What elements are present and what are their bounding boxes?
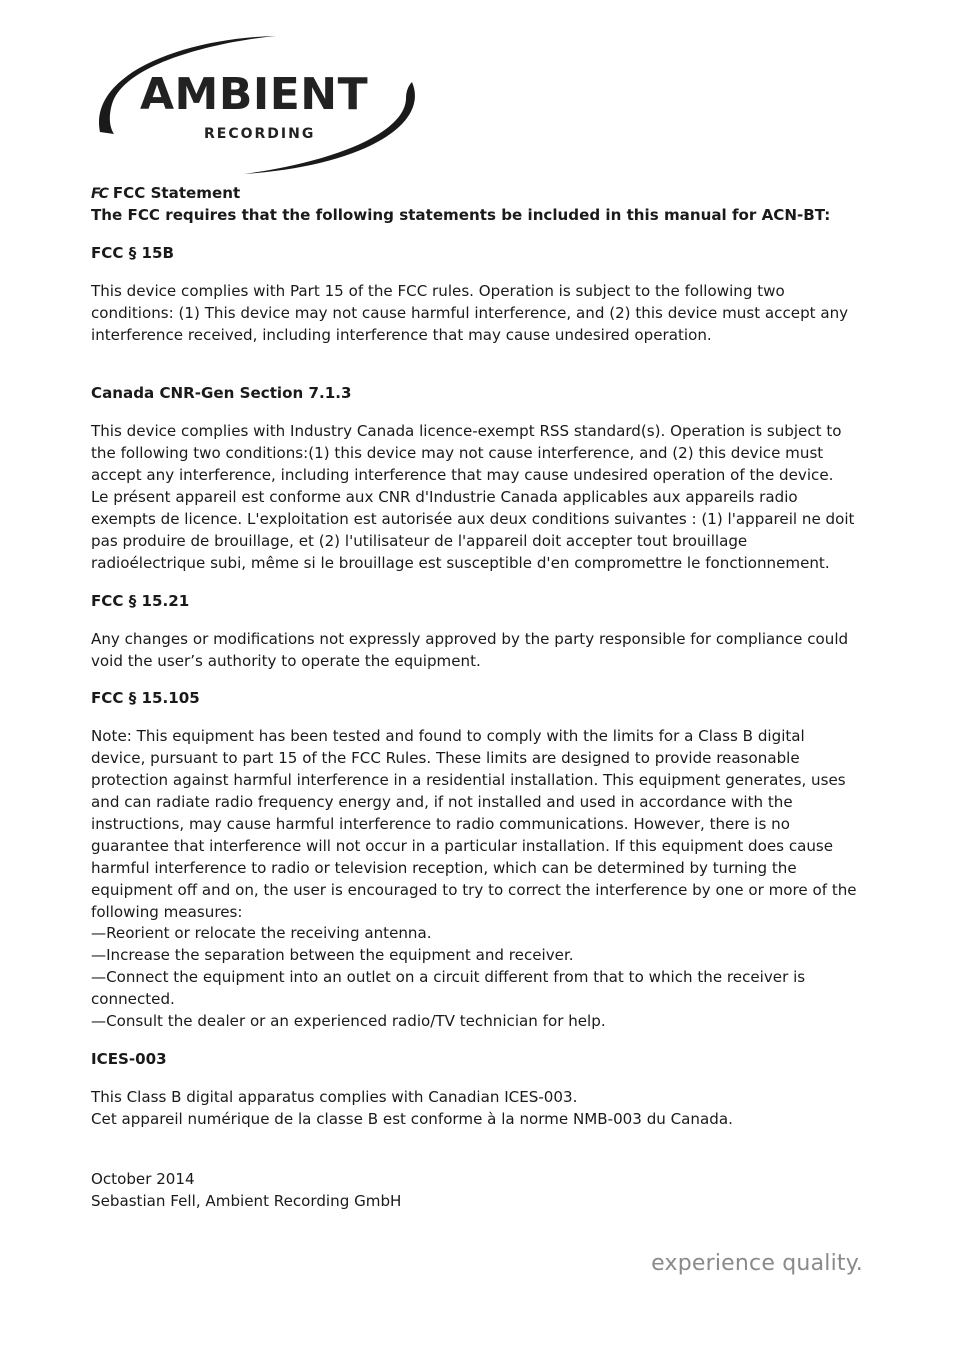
measure-item: —Consult the dealer or an experienced radio/TV technician for help. [91, 1012, 606, 1031]
section-body-15-21: Any changes or modifications not expressly approved by the party responsible for compliance could void the user’s authority to operate the equipment. [91, 629, 849, 670]
section-title-15-105: FCC § 15.105 [91, 689, 200, 708]
ices-line-en: This Class B digital apparatus complies with Canadian ICES-003. [91, 1087, 578, 1106]
section-title-15b: FCC § 15B [91, 243, 175, 262]
fcc-intro: The FCC requires that the following statements be included in this manual for ACN-BT: [91, 205, 831, 224]
section-title-ices: ICES-003 [91, 1050, 167, 1068]
signature-date: October 2014 [91, 1169, 195, 1188]
measure-item: —Connect the equipment into an outlet on a circuit different from that to which the receiver is connected. [91, 968, 806, 1009]
section-body-15b: This device complies with Part 15 of the FCC rules. Operation is subject to the following two conditions: (1) This device may not cause harmful interference, and (2) this device must accept any interference received, including interference that may cause undesired operation. [91, 281, 849, 344]
section-title-canada: Canada CNR-Gen Section 7.1.3 [91, 384, 352, 403]
signature-name: Sebastian Fell, Ambient Recording GmbH [91, 1191, 402, 1210]
section-body-canada-en: This device complies with Industry Canada licence-exempt RSS standard(s). Operation is subject to the following two conditions:(1) this device may not cause interference, and (2) this device must accept any interference, including interference that may cause undesired operation of the device. [91, 422, 842, 485]
ambient-recording-logo [94, 34, 426, 176]
tagline: experience quality. [651, 1251, 863, 1276]
fcc-logo-icon: FC [91, 185, 107, 202]
section-body-canada-fr: Le présent appareil est conforme aux CNR d'Industrie Canada applicables aux appareils radio exempts de licence. L'exploitation est autorisée aux deux conditions suivantes : (1) l'appareil ne doit pas produire de brouillage, et (2) l'utilisateur de l'appareil doit accepter tout brouillage radioélectrique subi, même si le brouillage est susceptible d'en compromettre le fonctionnement. [91, 488, 855, 572]
logo-wordmark: AMBIENT [140, 69, 369, 120]
section-body-15-105: Note: This equipment has been tested and found to comply with the limits for a Class B digital device, pursuant to part 15 of the FCC Rules. These limits are designed to provide reasonable protection against harmful interference in a residential installation. This equipment generates, uses and can radiate radio frequency energy and, if not installed and used in accordance with the instructions, may cause harmful interference to radio communications. However, there is no guarantee that interference will not occur in a particular installation. If this equipment does cause harmful interference to radio or television reception, which can be determined by turning the equipment off and on, the user is encouraged to try to correct the interference by one or more of the following measures: [91, 727, 857, 921]
fcc-statement-heading [91, 183, 863, 205]
fcc-statement-title: FCC Statement [112, 184, 241, 202]
measure-item: —Reorient or relocate the receiving antenna. [91, 924, 432, 943]
document-body [91, 183, 863, 1213]
measure-item: —Increase the separation between the equipment and receiver. [91, 946, 574, 965]
section-title-15-21: FCC § 15.21 [91, 591, 190, 610]
ices-line-fr: Cet appareil numérique de la classe B est conforme à la norme NMB-003 du Canada. [91, 1109, 733, 1128]
logo-subtitle: RECORDING [204, 126, 316, 142]
